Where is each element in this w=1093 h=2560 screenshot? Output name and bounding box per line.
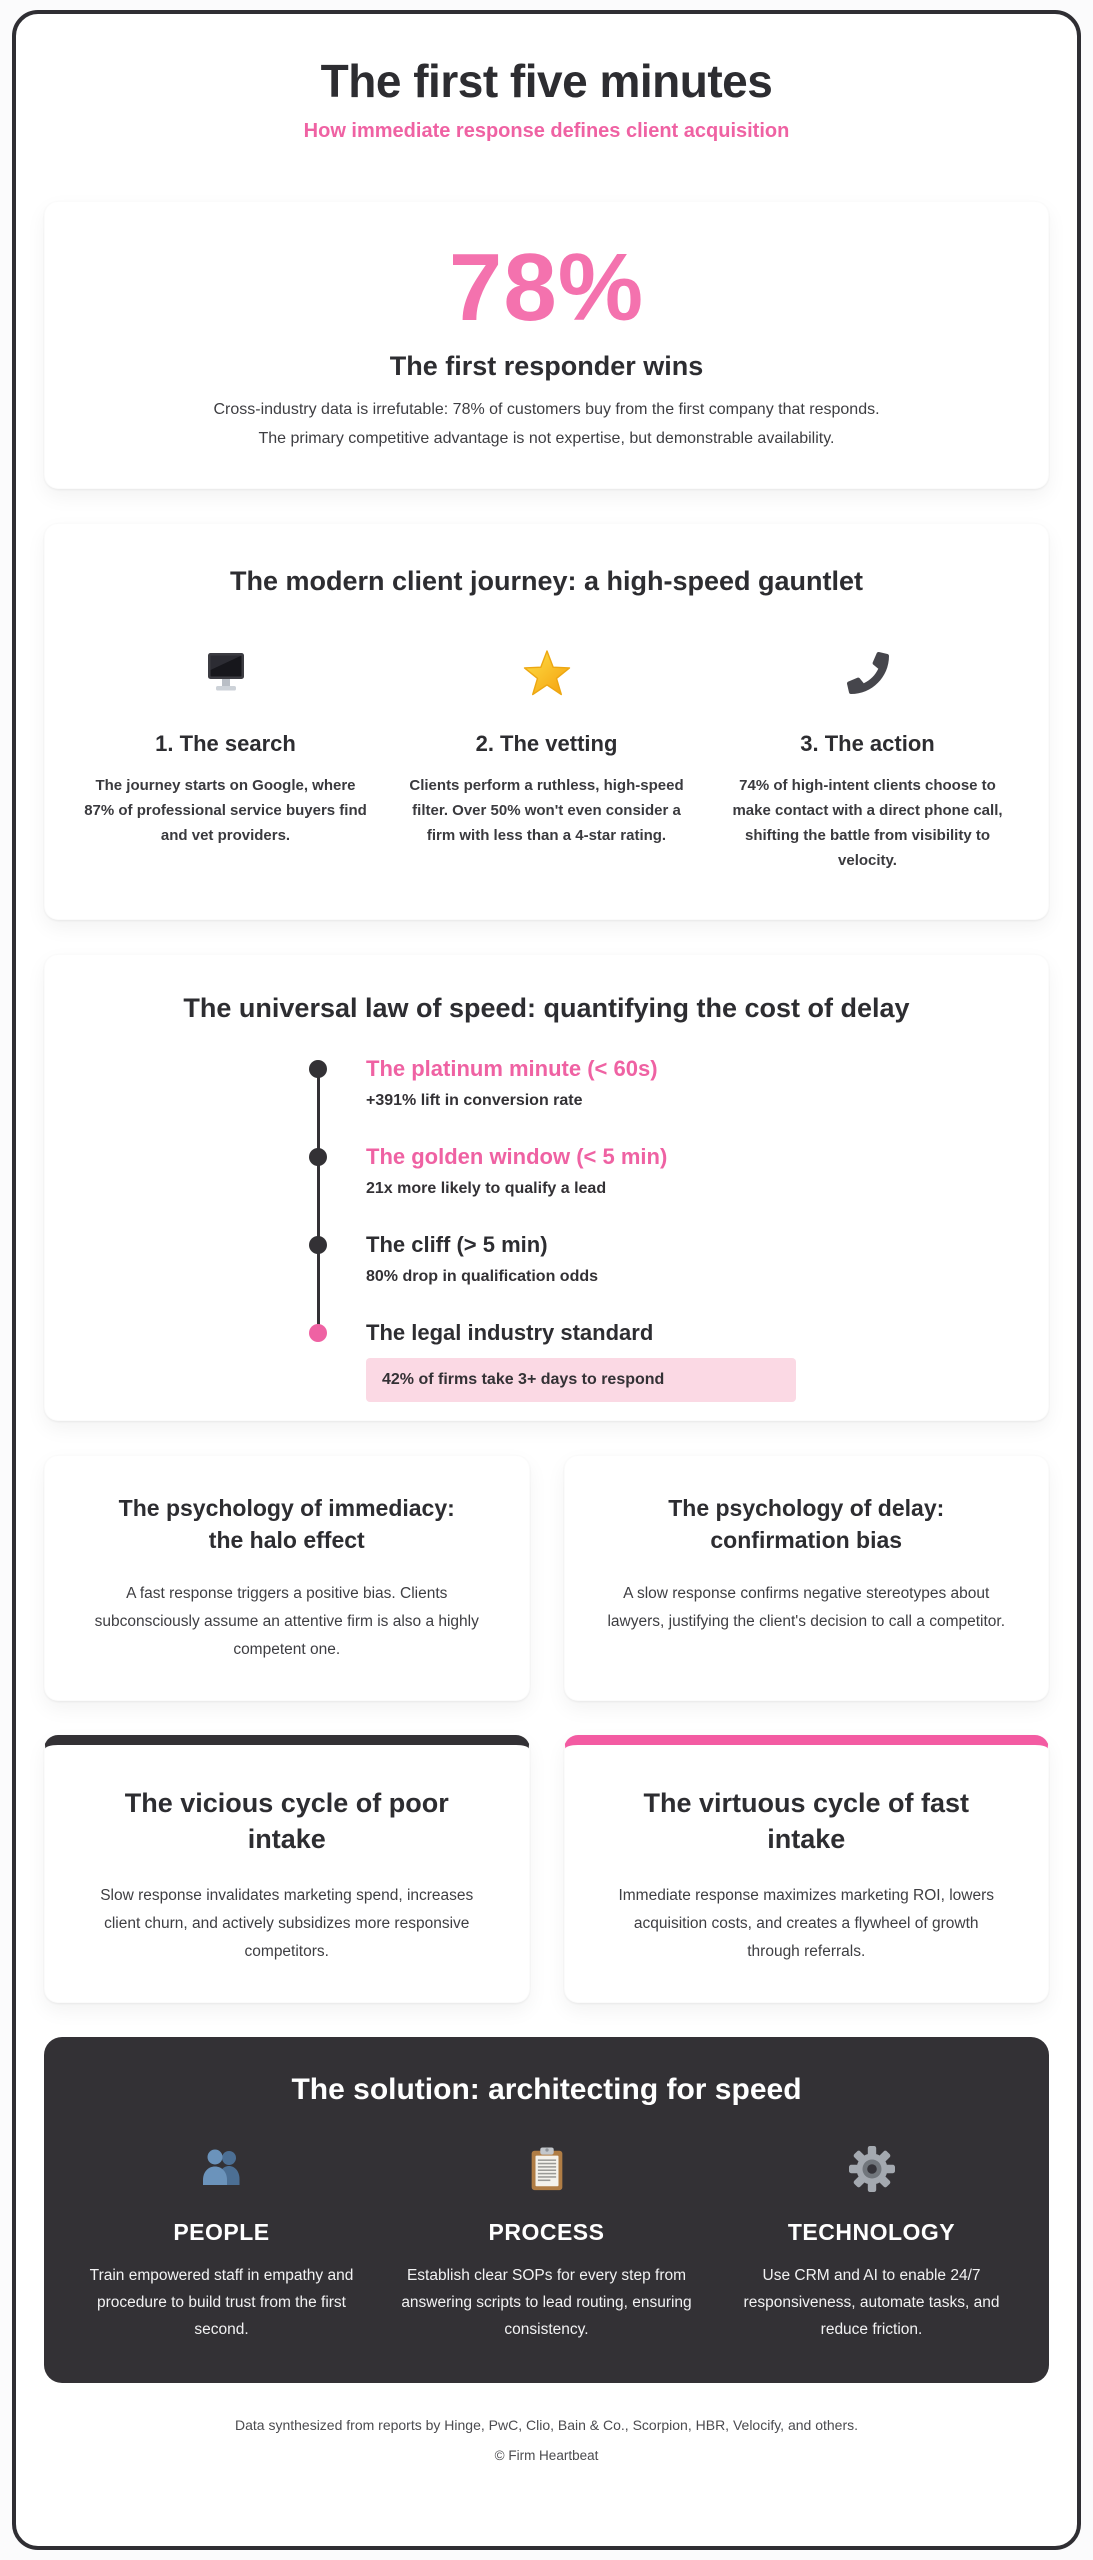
journey-step-vetting [400, 649, 693, 873]
page-title: The first five minutes [320, 55, 773, 107]
pillar-label: TECHNOLOGY [787, 2218, 956, 2245]
cycle-card-vicious [44, 1735, 530, 2003]
journey-step-search [79, 649, 372, 873]
milestone-detail: +391% lift in conversion rate [366, 1091, 583, 1109]
journey-title: The modern client journey: a high-speed gauntlet [229, 565, 864, 596]
hero-body: Cross-industry data is irrefutable: 78% of customers buy from the first company that responds. The primary competitive advantage is not expertise, but demonstrable availability. [213, 401, 880, 447]
footer-copyright: © Firm Heartbeat [494, 2447, 599, 2463]
header [44, 54, 1049, 143]
people-icon [74, 2145, 369, 2193]
milestone-heading: The platinum minute (< 60s) [366, 1055, 658, 1081]
milestone-dot [309, 1060, 327, 1078]
solution-title: The solution: architecting for speed [291, 2072, 802, 2106]
speed-title: The universal law of speed: quantifying the cost of delay [183, 992, 910, 1023]
card-body: Immediate response maximizes marketing ROI, lowers acquisition costs, and creates a flywheel of growth through referrals. [618, 1886, 995, 1960]
psychology-card-delay [564, 1455, 1050, 1701]
cycles-row [44, 1735, 1049, 2003]
page-subtitle: How immediate response defines client acquisition [303, 120, 790, 142]
card-body: A fast response triggers a positive bias. Clients subconsciously assume an attentive firm is also a highly competent one. [94, 1585, 479, 1659]
journey-card [44, 523, 1049, 920]
step-heading: 2. The vetting [475, 730, 618, 756]
step-heading: 1. The search [155, 730, 296, 756]
pillar-body: Establish clear SOPs for every step from answering scripts to lead routing, ensuring consistency. [401, 2266, 692, 2338]
hero-card [44, 201, 1049, 489]
card-heading: The vicious cycle of poor intake [124, 1788, 449, 1855]
footer-source: Data synthesized from reports by Hinge, PwC, Clio, Bain & Co., Scorpion, HBR, Velocify, and others. [234, 2416, 858, 2433]
milestone-legal-standard [366, 1320, 1008, 1402]
card-body: Slow response invalidates marketing spend, increases client churn, and actively subsidizes more responsive competitors. [100, 1886, 474, 1960]
milestone-detail: 21x more likely to qualify a lead [366, 1179, 607, 1197]
psychology-card-immediacy [44, 1455, 530, 1701]
psychology-row [44, 1455, 1049, 1701]
desktop-computer-icon [79, 649, 372, 697]
solution-pillars [74, 2145, 1019, 2343]
milestone-cliff [366, 1232, 1008, 1286]
milestone-highlight: 42% of firms take 3+ days to respond [366, 1358, 796, 1402]
milestone-heading: The cliff (> 5 min) [366, 1231, 548, 1257]
pillar-body: Use CRM and AI to enable 24/7 responsiveness, automate tasks, and reduce friction. [743, 2266, 1000, 2338]
milestone-dot [309, 1148, 327, 1166]
solution-pillar-people [74, 2145, 369, 2343]
journey-step-action [721, 649, 1014, 873]
gear-icon [724, 2145, 1019, 2193]
speed-card [44, 954, 1049, 1421]
card-heading: The psychology of immediacy: the halo effect [118, 1494, 455, 1554]
step-body: Clients perform a ruthless, high-speed filter. Over 50% won't even consider a firm with less than a 4-star rating. [409, 776, 684, 844]
milestone-heading: The golden window (< 5 min) [366, 1143, 668, 1169]
hero-stat: 78% [448, 234, 645, 341]
cycle-card-virtuous [564, 1735, 1050, 2003]
infographic-frame [12, 10, 1081, 2550]
journey-steps [79, 649, 1014, 873]
card-heading: The virtuous cycle of fast intake [643, 1788, 970, 1855]
milestone-heading: The legal industry standard [366, 1319, 654, 1345]
solution-pillar-technology [724, 2145, 1019, 2343]
pillar-body: Train empowered staff in empathy and procedure to build trust from the first second. [89, 2266, 354, 2338]
pillar-label: PROCESS [488, 2218, 605, 2245]
pillar-label: PEOPLE [173, 2218, 270, 2245]
footer [44, 2417, 1049, 2463]
milestone-golden-window [366, 1144, 1008, 1198]
card-body: A slow response confirms negative stereotypes about lawyers, justifying the client's decision to call a competitor. [607, 1585, 1006, 1631]
milestone-detail: 80% drop in qualification odds [366, 1267, 599, 1285]
solution-section [44, 2037, 1049, 2383]
phone-receiver-icon [721, 649, 1014, 697]
step-heading: 3. The action [800, 730, 935, 756]
star-icon [400, 649, 693, 697]
milestone-platinum-minute [366, 1056, 1008, 1110]
step-body: 74% of high-intent clients choose to make contact with a direct phone call, shifting the battle from visibility to velocity. [732, 776, 1003, 869]
timeline [366, 1056, 1008, 1402]
timeline-line [317, 1068, 320, 1330]
hero-headline: The first responder wins [389, 351, 704, 382]
milestone-dot [309, 1324, 327, 1342]
clipboard-icon [399, 2145, 694, 2193]
card-heading: The psychology of delay: confirmation bias [668, 1494, 945, 1554]
milestone-dot [309, 1236, 327, 1254]
step-body: The journey starts on Google, where 87% of professional service buyers find and vet providers. [84, 776, 367, 844]
solution-pillar-process [399, 2145, 694, 2343]
